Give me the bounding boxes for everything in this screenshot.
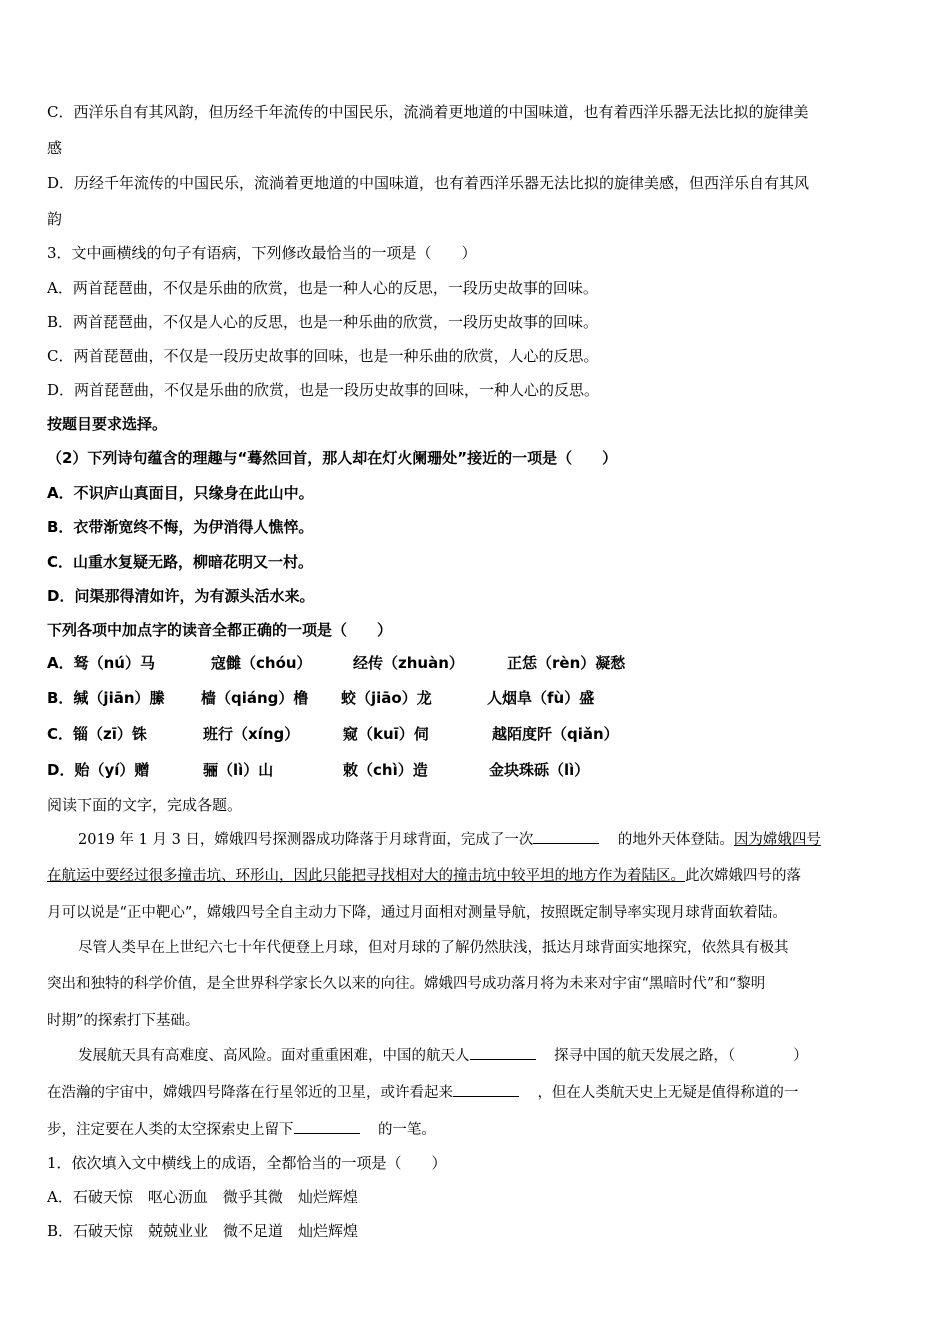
poem-option-b: B．衣带渐宽终不悔，为伊消得人憔悴。 bbox=[47, 518, 314, 536]
pron-b-1: B．缄（jiān）縢 bbox=[47, 689, 165, 707]
poem-option-a: A．不识庐山真面目，只缘身在此山中。 bbox=[47, 484, 314, 502]
pron-c-3: 窥（kuī）伺 bbox=[343, 725, 429, 743]
blank-3 bbox=[453, 1082, 519, 1097]
underlined-sentence-start: 因为嫦娥四号 bbox=[733, 832, 821, 848]
pron-d-1: D．贻（yí）赠 bbox=[47, 761, 150, 779]
passage-p3-line1-text: 发展航天具有高难度、高风险。面对重重困难，中国的航天人 bbox=[78, 1048, 470, 1064]
question-1-option-a: A．石破天惊 呕心沥血 微乎其微 灿烂辉煌 bbox=[47, 1188, 358, 1206]
pron-b-4: 人烟阜（fù）盛 bbox=[487, 689, 595, 707]
blank-1 bbox=[533, 829, 599, 844]
pron-c-2: 班行（xíng） bbox=[203, 725, 300, 743]
blank-4 bbox=[294, 1119, 360, 1134]
question-1-stem: 1．依次填入文中横线上的成语，全都恰当的一项是（ ） bbox=[47, 1154, 447, 1172]
pronunciation-row-b bbox=[47, 688, 907, 710]
passage-p3-line2 bbox=[47, 1082, 907, 1103]
passage-p2-line2: 突出和独特的科学价值，是全世界科学家长久以来的向往。嫦娥四号成功落月将为未来对宇宙“黑暗时代”和“黎明 bbox=[47, 976, 766, 992]
question-3-option-b: B．两首琵琶曲，不仅是人心的反思，也是一种乐曲的欣赏，一段历史故事的回味。 bbox=[47, 313, 599, 331]
passage-p1-line1-text-b: 的地外天体登陆。 bbox=[617, 832, 734, 848]
section-heading: 按题目要求选择。 bbox=[47, 415, 168, 433]
option-c-text: C．西洋乐自有其风韵，但历经千年流传的中国民乐，流淌着更地道的中国味道，也有着西洋乐器无法比拟的旋律美 bbox=[47, 103, 809, 121]
blank-2 bbox=[470, 1045, 536, 1060]
paren-close: ） bbox=[793, 1048, 808, 1064]
pron-b-2: 樯（qiáng）橹 bbox=[201, 689, 309, 707]
question-3-stem: 3．文中画横线的句子有语病，下列修改最恰当的一项是（ ） bbox=[47, 244, 477, 262]
poem-question-stem: （2）下列诗句蕴含的理趣与“蓦然回首，那人却在灯火阑珊处”接近的一项是（ ） bbox=[47, 449, 618, 467]
passage-p3-line3-text-b: 的一笔。 bbox=[377, 1122, 436, 1138]
passage-p2-line3: 时期”的探索打下基础。 bbox=[47, 1013, 200, 1029]
passage-p3-line3 bbox=[47, 1119, 907, 1140]
pron-b-3: 蛟（jiāo）龙 bbox=[341, 689, 432, 707]
passage-p1-line3: 月可以说是“正中靶心”，嫦娥四号全自主动力下降，通过月面相对测量导航，按照既定制导率实现月球背面软着陆。 bbox=[47, 905, 787, 921]
passage-p1-line1-text: 2019 年 1 月 3 日，嫦娥四号探测器成功降落于月球背面，完成了一次 bbox=[78, 832, 534, 848]
option-d-wrap: 韵 bbox=[47, 210, 63, 228]
pronunciation-row-a bbox=[47, 653, 907, 675]
pron-a-4: 正恁（rèn）凝愁 bbox=[507, 654, 626, 672]
underlined-sentence: 在航运中要经过很多撞击坑、环形山，因此只能把寻找相对大的撞击坑中较平坦的地方作为着陆区。 bbox=[47, 868, 685, 884]
option-d-text: D．历经千年流传的中国民乐，流淌着更地道的中国味道，也有着西洋乐器无法比拟的旋律美感，但西洋乐自有其风 bbox=[47, 174, 810, 192]
passage-p1-line2 bbox=[47, 866, 907, 886]
passage-p1-line1 bbox=[78, 829, 908, 850]
passage-p3-line2-text: 在浩瀚的宇宙中，嫦娥四号降落在行星邻近的卫星，或许看起来 bbox=[47, 1085, 453, 1101]
question-3-option-c: C．两首琵琶曲，不仅是一段历史故事的回味，也是一种乐曲的欣赏，人心的反思。 bbox=[47, 347, 599, 365]
pron-c-1: C．锱（zī）铢 bbox=[47, 725, 147, 743]
pron-d-4: 金块珠砾（lì） bbox=[489, 761, 590, 779]
reading-instruction: 阅读下面的文字，完成各题。 bbox=[47, 796, 243, 814]
pronunciation-row-d bbox=[47, 760, 907, 782]
passage-p3-line2-text-b: ，但在人类航天史上无疑是值得称道的一 bbox=[537, 1085, 799, 1101]
pron-d-2: 骊（lì）山 bbox=[203, 761, 274, 779]
pronunciation-stem: 下列各项中加点字的读音全都正确的一项是（ ） bbox=[47, 621, 393, 639]
poem-option-c: C．山重水复疑无路，柳暗花明又一村。 bbox=[47, 553, 314, 571]
pronunciation-row-c bbox=[47, 724, 907, 746]
passage-p3-line1-text-b: 探寻中国的航天发展之路，（ bbox=[553, 1048, 736, 1064]
pron-c-4: 越陌度阡（qiǎn） bbox=[492, 725, 619, 743]
pron-a-3: 经传（zhuàn） bbox=[353, 654, 464, 672]
question-1-option-b: B．石破天惊 兢兢业业 微不足道 灿烂辉煌 bbox=[47, 1222, 359, 1240]
passage-p1-line2-text: 此次嫦娥四号的落 bbox=[685, 868, 801, 884]
passage-p2-line1: 尽管人类早在上世纪六七十年代便登上月球，但对月球的了解仍然肤浅，抵达月球背面实地探究，依然具有极其 bbox=[78, 940, 789, 956]
poem-option-d: D．问渠那得清如许，为有源头活水来。 bbox=[47, 587, 315, 605]
option-c-wrap: 感 bbox=[47, 139, 63, 157]
pron-d-3: 敕（chì）造 bbox=[343, 761, 428, 779]
passage-p3-line3-text: 步，注定要在人类的太空探索史上留下 bbox=[47, 1122, 294, 1138]
question-3-option-d: D．两首琵琶曲，不仅是乐曲的欣赏，也是一段历史故事的回味，一种人心的反思。 bbox=[47, 381, 600, 399]
passage-p3-line1 bbox=[78, 1045, 908, 1066]
pron-a-2: 寇雠（chóu） bbox=[211, 654, 312, 672]
pron-a-1: A．驽（nú）马 bbox=[47, 654, 155, 672]
question-3-option-a: A．两首琵琶曲，不仅是乐曲的欣赏，也是一种人心的反思，一段历史故事的回味。 bbox=[47, 279, 598, 297]
